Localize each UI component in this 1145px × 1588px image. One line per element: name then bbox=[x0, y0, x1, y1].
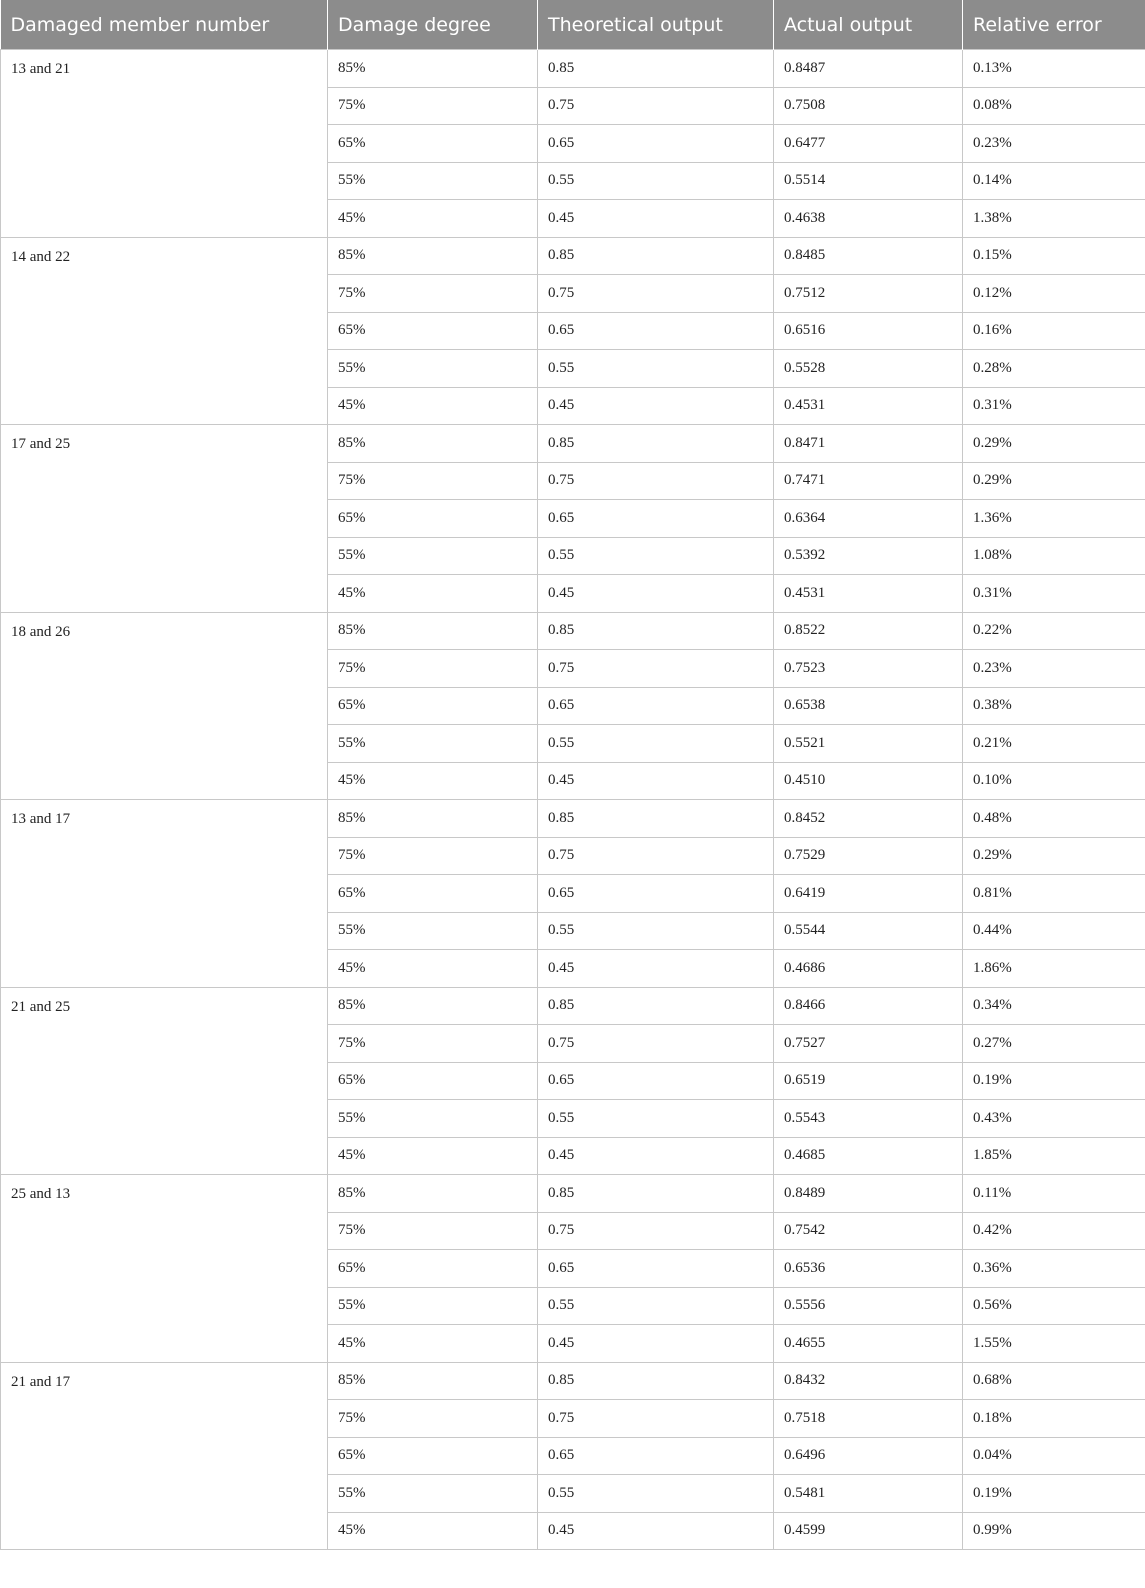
theoretical-output-cell: 0.85 bbox=[538, 237, 774, 275]
header-damaged-member-number: Damaged member number bbox=[1, 0, 328, 50]
theoretical-output-cell: 0.75 bbox=[538, 87, 774, 125]
relative-error-cell: 0.11% bbox=[963, 1175, 1145, 1213]
actual-output-cell: 0.6477 bbox=[774, 125, 963, 163]
actual-output-cell: 0.5544 bbox=[774, 912, 963, 950]
theoretical-output-cell: 0.55 bbox=[538, 1100, 774, 1138]
table-row bbox=[1, 987, 1145, 1025]
actual-output-cell: 0.7527 bbox=[774, 1025, 963, 1063]
damage-degree-cell: 55% bbox=[328, 537, 538, 575]
theoretical-output-cell: 0.45 bbox=[538, 950, 774, 988]
damage-degree-cell: 45% bbox=[328, 387, 538, 425]
relative-error-cell: 0.21% bbox=[963, 725, 1145, 763]
actual-output-cell: 0.8452 bbox=[774, 800, 963, 838]
damage-degree-cell: 85% bbox=[328, 425, 538, 463]
table-row bbox=[1, 1362, 1145, 1400]
relative-error-cell: 0.29% bbox=[963, 837, 1145, 875]
actual-output-cell: 0.6519 bbox=[774, 1062, 963, 1100]
damage-degree-cell: 75% bbox=[328, 650, 538, 688]
relative-error-cell: 0.14% bbox=[963, 162, 1145, 200]
actual-output-cell: 0.7508 bbox=[774, 87, 963, 125]
table-row bbox=[1, 237, 1145, 275]
actual-output-cell: 0.8485 bbox=[774, 237, 963, 275]
theoretical-output-cell: 0.85 bbox=[538, 612, 774, 650]
actual-output-cell: 0.5514 bbox=[774, 162, 963, 200]
actual-output-cell: 0.4685 bbox=[774, 1137, 963, 1175]
relative-error-cell: 0.12% bbox=[963, 275, 1145, 313]
actual-output-cell: 0.8489 bbox=[774, 1175, 963, 1213]
theoretical-output-cell: 0.85 bbox=[538, 1362, 774, 1400]
theoretical-output-cell: 0.85 bbox=[538, 50, 774, 88]
theoretical-output-cell: 0.55 bbox=[538, 162, 774, 200]
relative-error-cell: 0.38% bbox=[963, 687, 1145, 725]
actual-output-cell: 0.8522 bbox=[774, 612, 963, 650]
damage-degree-cell: 55% bbox=[328, 725, 538, 763]
damage-degree-cell: 65% bbox=[328, 125, 538, 163]
damage-degree-cell: 55% bbox=[328, 162, 538, 200]
theoretical-output-cell: 0.45 bbox=[538, 1512, 774, 1550]
damage-degree-cell: 85% bbox=[328, 987, 538, 1025]
damaged-member-cell: 18 and 26 bbox=[1, 612, 328, 800]
theoretical-output-cell: 0.65 bbox=[538, 687, 774, 725]
relative-error-cell: 0.22% bbox=[963, 612, 1145, 650]
actual-output-cell: 0.7518 bbox=[774, 1400, 963, 1438]
theoretical-output-cell: 0.45 bbox=[538, 762, 774, 800]
damaged-member-cell: 14 and 22 bbox=[1, 237, 328, 425]
damaged-member-cell: 21 and 17 bbox=[1, 1362, 328, 1550]
theoretical-output-cell: 0.55 bbox=[538, 537, 774, 575]
actual-output-cell: 0.4510 bbox=[774, 762, 963, 800]
relative-error-cell: 0.19% bbox=[963, 1062, 1145, 1100]
theoretical-output-cell: 0.85 bbox=[538, 1175, 774, 1213]
relative-error-cell: 0.29% bbox=[963, 425, 1145, 463]
relative-error-cell: 0.27% bbox=[963, 1025, 1145, 1063]
actual-output-cell: 0.6538 bbox=[774, 687, 963, 725]
relative-error-cell: 0.28% bbox=[963, 350, 1145, 388]
theoretical-output-cell: 0.85 bbox=[538, 987, 774, 1025]
relative-error-cell: 0.36% bbox=[963, 1250, 1145, 1288]
damage-degree-cell: 45% bbox=[328, 1512, 538, 1550]
relative-error-cell: 0.04% bbox=[963, 1437, 1145, 1475]
actual-output-cell: 0.7512 bbox=[774, 275, 963, 313]
theoretical-output-cell: 0.55 bbox=[538, 912, 774, 950]
header-row bbox=[1, 0, 1145, 50]
damage-degree-cell: 65% bbox=[328, 687, 538, 725]
relative-error-cell: 1.55% bbox=[963, 1325, 1145, 1363]
table-header bbox=[1, 0, 1145, 50]
relative-error-cell: 1.36% bbox=[963, 500, 1145, 538]
actual-output-cell: 0.8432 bbox=[774, 1362, 963, 1400]
damage-degree-cell: 65% bbox=[328, 1437, 538, 1475]
damage-degree-cell: 85% bbox=[328, 1175, 538, 1213]
theoretical-output-cell: 0.55 bbox=[538, 350, 774, 388]
damage-degree-cell: 75% bbox=[328, 275, 538, 313]
damaged-member-cell: 25 and 13 bbox=[1, 1175, 328, 1363]
actual-output-cell: 0.5481 bbox=[774, 1475, 963, 1513]
damage-degree-cell: 45% bbox=[328, 1137, 538, 1175]
damage-degree-cell: 85% bbox=[328, 237, 538, 275]
actual-output-cell: 0.7529 bbox=[774, 837, 963, 875]
actual-output-cell: 0.4531 bbox=[774, 575, 963, 613]
table-row bbox=[1, 800, 1145, 838]
relative-error-cell: 0.15% bbox=[963, 237, 1145, 275]
actual-output-cell: 0.8471 bbox=[774, 425, 963, 463]
theoretical-output-cell: 0.55 bbox=[538, 725, 774, 763]
theoretical-output-cell: 0.75 bbox=[538, 462, 774, 500]
theoretical-output-cell: 0.65 bbox=[538, 1062, 774, 1100]
theoretical-output-cell: 0.55 bbox=[538, 1287, 774, 1325]
damage-degree-cell: 85% bbox=[328, 50, 538, 88]
actual-output-cell: 0.5543 bbox=[774, 1100, 963, 1138]
relative-error-cell: 0.10% bbox=[963, 762, 1145, 800]
damage-degree-cell: 75% bbox=[328, 837, 538, 875]
theoretical-output-cell: 0.55 bbox=[538, 1475, 774, 1513]
theoretical-output-cell: 0.85 bbox=[538, 425, 774, 463]
actual-output-cell: 0.7471 bbox=[774, 462, 963, 500]
theoretical-output-cell: 0.45 bbox=[538, 200, 774, 238]
damage-degree-cell: 45% bbox=[328, 200, 538, 238]
header-relative-error: Relative error bbox=[963, 0, 1145, 50]
damage-degree-cell: 85% bbox=[328, 800, 538, 838]
damaged-member-cell: 13 and 17 bbox=[1, 800, 328, 988]
relative-error-cell: 0.19% bbox=[963, 1475, 1145, 1513]
table-row bbox=[1, 1175, 1145, 1213]
damage-degree-cell: 55% bbox=[328, 912, 538, 950]
theoretical-output-cell: 0.65 bbox=[538, 1250, 774, 1288]
damage-degree-cell: 65% bbox=[328, 875, 538, 913]
relative-error-cell: 0.29% bbox=[963, 462, 1145, 500]
theoretical-output-cell: 0.75 bbox=[538, 1212, 774, 1250]
relative-error-cell: 0.42% bbox=[963, 1212, 1145, 1250]
actual-output-cell: 0.4599 bbox=[774, 1512, 963, 1550]
damage-degree-cell: 75% bbox=[328, 87, 538, 125]
relative-error-cell: 0.44% bbox=[963, 912, 1145, 950]
damage-degree-cell: 75% bbox=[328, 1212, 538, 1250]
damage-degree-cell: 75% bbox=[328, 1400, 538, 1438]
theoretical-output-cell: 0.75 bbox=[538, 837, 774, 875]
damage-degree-cell: 45% bbox=[328, 575, 538, 613]
theoretical-output-cell: 0.75 bbox=[538, 275, 774, 313]
theoretical-output-cell: 0.45 bbox=[538, 575, 774, 613]
damage-degree-cell: 55% bbox=[328, 1287, 538, 1325]
theoretical-output-cell: 0.45 bbox=[538, 387, 774, 425]
relative-error-cell: 1.85% bbox=[963, 1137, 1145, 1175]
theoretical-output-cell: 0.65 bbox=[538, 500, 774, 538]
header-theoretical-output: Theoretical output bbox=[538, 0, 774, 50]
theoretical-output-cell: 0.45 bbox=[538, 1325, 774, 1363]
actual-output-cell: 0.6516 bbox=[774, 312, 963, 350]
actual-output-cell: 0.5521 bbox=[774, 725, 963, 763]
header-actual-output: Actual output bbox=[774, 0, 963, 50]
actual-output-cell: 0.4638 bbox=[774, 200, 963, 238]
theoretical-output-cell: 0.65 bbox=[538, 1437, 774, 1475]
theoretical-output-cell: 0.45 bbox=[538, 1137, 774, 1175]
table-row bbox=[1, 50, 1145, 88]
damage-degree-cell: 75% bbox=[328, 1025, 538, 1063]
damage-degree-cell: 85% bbox=[328, 612, 538, 650]
relative-error-cell: 0.99% bbox=[963, 1512, 1145, 1550]
damage-degree-cell: 45% bbox=[328, 762, 538, 800]
theoretical-output-cell: 0.75 bbox=[538, 650, 774, 688]
actual-output-cell: 0.4655 bbox=[774, 1325, 963, 1363]
table-row bbox=[1, 612, 1145, 650]
actual-output-cell: 0.4531 bbox=[774, 387, 963, 425]
relative-error-cell: 1.08% bbox=[963, 537, 1145, 575]
actual-output-cell: 0.8466 bbox=[774, 987, 963, 1025]
relative-error-cell: 0.08% bbox=[963, 87, 1145, 125]
relative-error-cell: 0.31% bbox=[963, 387, 1145, 425]
damage-degree-cell: 45% bbox=[328, 1325, 538, 1363]
damage-degree-cell: 65% bbox=[328, 500, 538, 538]
theoretical-output-cell: 0.75 bbox=[538, 1025, 774, 1063]
theoretical-output-cell: 0.75 bbox=[538, 1400, 774, 1438]
relative-error-cell: 0.18% bbox=[963, 1400, 1145, 1438]
relative-error-cell: 1.38% bbox=[963, 200, 1145, 238]
actual-output-cell: 0.6364 bbox=[774, 500, 963, 538]
actual-output-cell: 0.4686 bbox=[774, 950, 963, 988]
theoretical-output-cell: 0.85 bbox=[538, 800, 774, 838]
relative-error-cell: 0.43% bbox=[963, 1100, 1145, 1138]
table-body bbox=[1, 50, 1145, 1550]
actual-output-cell: 0.6496 bbox=[774, 1437, 963, 1475]
damage-degree-cell: 85% bbox=[328, 1362, 538, 1400]
damage-degree-cell: 75% bbox=[328, 462, 538, 500]
theoretical-output-cell: 0.65 bbox=[538, 312, 774, 350]
table-row bbox=[1, 425, 1145, 463]
actual-output-cell: 0.5556 bbox=[774, 1287, 963, 1325]
damage-degree-cell: 45% bbox=[328, 950, 538, 988]
damage-degree-cell: 65% bbox=[328, 1062, 538, 1100]
relative-error-cell: 0.81% bbox=[963, 875, 1145, 913]
actual-output-cell: 0.6419 bbox=[774, 875, 963, 913]
theoretical-output-cell: 0.65 bbox=[538, 125, 774, 163]
theoretical-output-cell: 0.65 bbox=[538, 875, 774, 913]
actual-output-cell: 0.6536 bbox=[774, 1250, 963, 1288]
header-damage-degree: Damage degree bbox=[328, 0, 538, 50]
damage-degree-cell: 55% bbox=[328, 1100, 538, 1138]
relative-error-cell: 0.23% bbox=[963, 650, 1145, 688]
actual-output-cell: 0.8487 bbox=[774, 50, 963, 88]
damage-degree-cell: 65% bbox=[328, 312, 538, 350]
damage-degree-cell: 65% bbox=[328, 1250, 538, 1288]
relative-error-cell: 0.34% bbox=[963, 987, 1145, 1025]
actual-output-cell: 0.5392 bbox=[774, 537, 963, 575]
actual-output-cell: 0.5528 bbox=[774, 350, 963, 388]
relative-error-cell: 1.86% bbox=[963, 950, 1145, 988]
relative-error-cell: 0.13% bbox=[963, 50, 1145, 88]
relative-error-cell: 0.56% bbox=[963, 1287, 1145, 1325]
relative-error-cell: 0.68% bbox=[963, 1362, 1145, 1400]
relative-error-cell: 0.48% bbox=[963, 800, 1145, 838]
relative-error-cell: 0.31% bbox=[963, 575, 1145, 613]
relative-error-cell: 0.16% bbox=[963, 312, 1145, 350]
actual-output-cell: 0.7542 bbox=[774, 1212, 963, 1250]
damaged-member-cell: 13 and 21 bbox=[1, 50, 328, 238]
damaged-member-cell: 21 and 25 bbox=[1, 987, 328, 1175]
actual-output-cell: 0.7523 bbox=[774, 650, 963, 688]
damaged-member-cell: 17 and 25 bbox=[1, 425, 328, 613]
damage-degree-cell: 55% bbox=[328, 1475, 538, 1513]
damage-degree-cell: 55% bbox=[328, 350, 538, 388]
relative-error-cell: 0.23% bbox=[963, 125, 1145, 163]
